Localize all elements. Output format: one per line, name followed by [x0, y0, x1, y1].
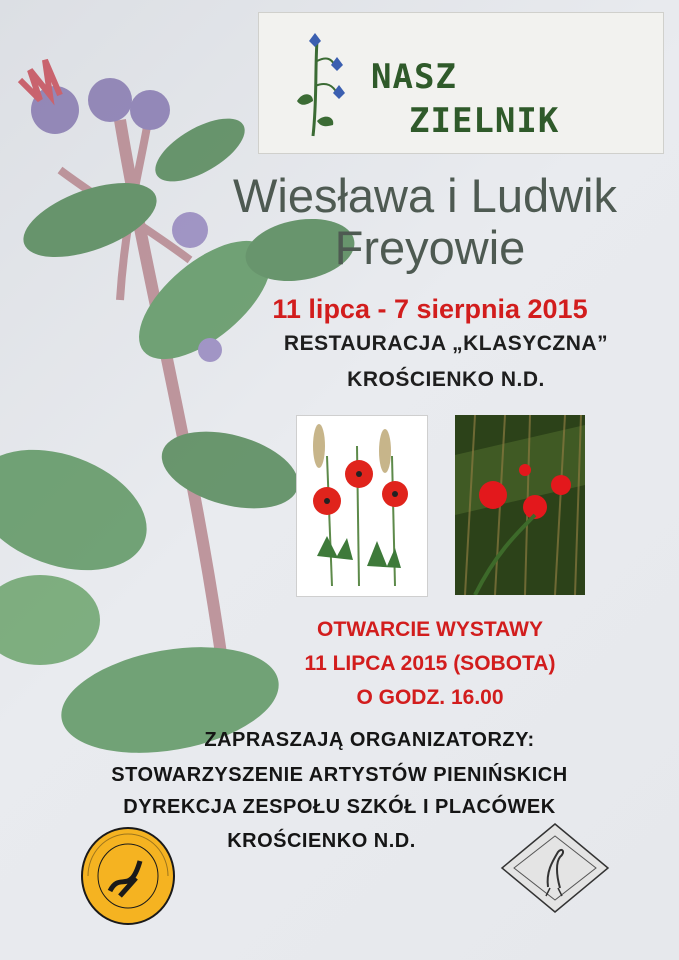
title-banner [258, 12, 664, 154]
banner-title-line-1: NASZ [371, 57, 457, 97]
bluebell-flower-icon [287, 31, 357, 141]
opening-time: O GODZ. 16.00 [356, 686, 504, 709]
organizer-2: DYREKCJA ZESPOŁU SZKÓŁ I PLACÓWEK [123, 796, 556, 818]
exhibition-dates: 11 lipca - 7 sierpnia 2015 [272, 294, 588, 324]
banner-title-line-2: ZIELNIK [409, 101, 560, 141]
opening-date: 11 LIPCA 2015 (SOBOTA) [304, 652, 556, 675]
organizers-heading: ZAPRASZAJĄ ORGANIZATORZY: [204, 729, 535, 751]
organizer-1: STOWARZYSZENIE ARTYSTÓW PIENIŃSKICH [111, 764, 568, 786]
artist-names-line-2: Freyowie [334, 221, 526, 274]
poppy-embroidery-image [296, 415, 428, 597]
artists-association-logo [80, 826, 176, 926]
venue-town: KROŚCIENKO N.D. [347, 368, 545, 391]
venue-name: RESTAURACJA „KLASYCZNA” [283, 332, 609, 355]
poppy-field-photo [455, 415, 585, 595]
school-complex-logo [500, 822, 610, 914]
organizer-2-town: KROŚCIENKO N.D. [227, 830, 416, 852]
artist-names-line-1: Wiesława i Ludwik [233, 169, 617, 222]
opening-title: OTWARCIE WYSTAWY [317, 618, 543, 641]
